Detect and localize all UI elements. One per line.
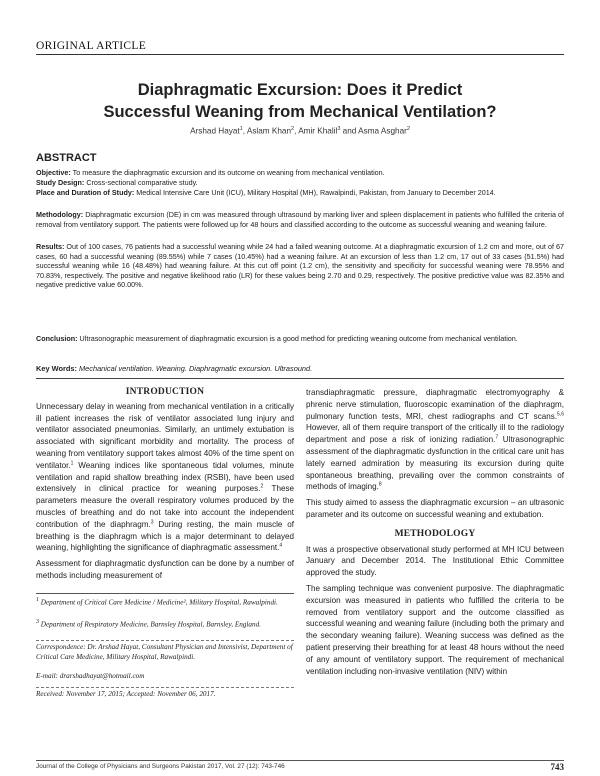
- footnote-1-text: Department of Critical Care Medicine / Medicine², Military Hospital, Rawalpindi.: [40, 598, 278, 607]
- design-text: Cross-sectional comparative study.: [86, 178, 198, 187]
- footnote-divider: [36, 593, 294, 594]
- article-title: [36, 79, 564, 123]
- methodology-heading: METHODOLOGY: [394, 528, 476, 539]
- ref-2: 2: [260, 483, 264, 490]
- title-line-2: Successful Weaning from Mechanical Ventilation?: [103, 103, 497, 121]
- design-label: Study Design:: [36, 178, 85, 187]
- ref-3: 3: [150, 519, 154, 526]
- intro-paragraph-2: Assessment for diaphragmatic dysfunction can be done by a number of methods including measurement of: [36, 559, 294, 580]
- abstract-results: [36, 242, 564, 290]
- section-label: ORIGINAL ARTICLE: [36, 40, 147, 52]
- footer-rule: [36, 760, 564, 761]
- title-line-1: Diaphragmatic Excursion: Does it Predict: [137, 81, 463, 99]
- abstract-objective: [36, 168, 564, 178]
- conclusion-label: Conclusion:: [36, 334, 78, 343]
- ref-4: 4: [279, 542, 283, 549]
- intro-text-d: During resting, the main muscle of breathing is the diaphragm which is a major determinant to delayed weaning, highlighting the significance of diaphragmatic assessment.: [36, 519, 294, 553]
- footnote-dashed-rule-2: [36, 687, 294, 688]
- results-label: Results:: [36, 242, 65, 251]
- abstract-methodology: [36, 210, 564, 229]
- abstract-conclusion: [36, 334, 564, 344]
- method-text: Diaphragmatic excursion (DE) in cm was measured through ultrasound by marking liver and spleen displacement in patients who fulfilled the criteria of removal from ventilatory support. The patients were followed up for 48 hours and classified according to the outcome as successful weaning and weaning failure.: [36, 210, 565, 229]
- intro-text-b: Weaning indices like spontaneous tidal volumes, minute ventilation and rapid shallow breathing index (RSBI), have been used extensively in clinical practice for weaning purposes.: [36, 460, 294, 494]
- place-text: Medical Intensive Care Unit (ICU), Military Hospital (MH), Rawalpindi, Pakistan, from January to December 2014.: [136, 188, 496, 197]
- intro-paragraph-1: [36, 401, 294, 554]
- right-column: [306, 387, 564, 677]
- footnote-3-num: 3: [36, 619, 39, 625]
- place-label: Place and Duration of Study:: [36, 188, 135, 197]
- author-4-aff: 2: [406, 126, 410, 132]
- ref-7: 7: [495, 434, 499, 441]
- conclusion-text: Ultrasonographic measurement of diaphragmatic excursion is a good method for predicting weaning outcome from mechanical ventilation.: [79, 334, 518, 343]
- footnote-affiliation-3: [36, 618, 294, 630]
- methodology-paragraph-1: It was a prospective observational study performed at MH ICU between January and December 2014. The Institutional Ethic Committee approved the study.: [306, 544, 564, 578]
- author-1-aff: 1: [239, 126, 243, 132]
- footnote-affiliation-1: [36, 596, 294, 608]
- author-2: Aslam Khan: [246, 126, 292, 136]
- right-paragraph-1: [306, 387, 564, 493]
- intro-text-a: Unnecessary delay in weaning from mechanical ventilation in a critically ill patient increases the risk of ventilator associated lung injury and ventilator associated pneumonias. Similarly, an untimely extubation is associated with significant morbidity and mortality. The process of weaning from ventilatory support takes almost 40% of the time spent on ventilator.: [36, 401, 294, 470]
- keywords: [36, 364, 312, 373]
- right-text-b: However, all of them require transport of the critically ill to the radiology department and pose a risk of ionizing radiation.: [306, 423, 564, 445]
- results-text: Out of 100 cases, 76 patients had a successful weaning while 24 had a failed weaning outcome. At a diaphragmatic excursion of 1.2 cm and more, out of 67 cases, 60 had a successful weaning (89.55%) while 7 cases (10.45%) had a weaning failure. At an excursion of less than 1.2 cm, 17 out of 33 cases (51.5%) had successful weaning while 16 (48.48%) had weaning failure. At this cut off point (1.2 cm), the sensitivity and specificity for successful weaning were 78.95% and 70.83%, respectively. The positive and negative likelihood ratio (LR) for these values being 2.70 and 0.29, respectively. The positive predictive value was 82.35% and negative predictive value 60.00%.: [36, 242, 564, 290]
- author-1: Arshad Hayat: [190, 126, 240, 136]
- abstract-heading: ABSTRACT: [36, 152, 97, 164]
- objective-label: Objective:: [36, 168, 71, 177]
- introduction-heading: INTRODUCTION: [125, 387, 205, 397]
- correspondence: Correspondence: Dr. Arshad Hayat, Consultant Physician and Intensivist, Department of Critical Care Medicine, Military Hospital, Rawalpindi.: [36, 643, 293, 661]
- correspondence-email: E-mail: drarshadhayat@hotmail.com: [36, 672, 145, 680]
- right-text-c: Ultrasonographic assessment of the diaphragmatic dysfunction in the critical care unit has lately earned admiration by measuring its excursion during quite spontaneous breathing, prevailing over the common constraints of methods of imaging.: [306, 435, 564, 492]
- author-list: Arshad Hayat$^1$, Aslam Khan$^2$, Amir Khalil$^3$ and Asma Asghar$^2$: [190, 126, 410, 136]
- abstract-place: [36, 188, 564, 198]
- methodology-paragraph-2: The sampling technique was convenient purposive. The diaphragmatic excursion was measured in patients who fulfilled the criteria to be removed from ventilatory support and the outcome classified as successful weaning and weaning failure (including both the primary and the secondary weaning failure). Weaning success was defined as the patient preserving their breathing for at least 48 hours without the need of any amount of ventilatory support. The requirement of mechanical ventilation including non-invasive ventilation (NIV) within: [306, 583, 564, 676]
- intro-text-c: These parameters measure the overall respiratory volumes produced by the muscles of breathing and do not take into account the independent contribution of the diaphragm.: [36, 484, 294, 529]
- keywords-text: Mechanical ventilation. Weaning. Diaphragmatic excursion. Ultrasound.: [79, 364, 313, 373]
- top-rule: [36, 54, 564, 55]
- author-4: Asma Asghar: [358, 126, 407, 136]
- page-number: 743: [550, 762, 564, 772]
- method-label: Methodology:: [36, 210, 84, 219]
- right-text-a: transdiaphragmatic pressure, diaphragmatic electromyography & phrenic nerve stimulation, fluoroscopic examination of the diaphragm, pulmonary function tests, MRI, chest radiographs and CT scans.: [306, 388, 564, 421]
- objective-text: To measure the diaphragmatic excursion and its outcome on weaning from mechanical ventilation.: [72, 168, 385, 177]
- author-2-aff: 2: [291, 126, 295, 132]
- footnote-3-text: Department of Respiratory Medicine, Barnsley Hospital, Barnsley, England.: [40, 620, 261, 629]
- right-paragraph-2: This study aimed to assess the diaphragmatic excursion – an ultrasonic parameter and its outcome on successful weaning and extubation.: [306, 498, 564, 519]
- keywords-label: Key Words:: [36, 364, 77, 373]
- journal-citation: Journal of the College of Physicians and Surgeons Pakistan 2017, Vol. 27 (12): 743-746: [36, 763, 285, 770]
- footnote-dashed-rule: [36, 640, 294, 641]
- received-dates: Received: November 17, 2015; Accepted: November 06, 2017.: [36, 690, 216, 698]
- author-3: Amir Khalil: [298, 126, 338, 136]
- abstract-divider: [36, 378, 564, 379]
- ref-5-6: 5,6: [557, 410, 564, 417]
- footnote-1-num: 1: [36, 597, 39, 603]
- ref-1: 1: [70, 460, 74, 467]
- author-3-aff: 3: [337, 126, 341, 132]
- ref-8: 8: [378, 481, 382, 488]
- abstract-design: [36, 178, 564, 188]
- left-column: [36, 387, 294, 582]
